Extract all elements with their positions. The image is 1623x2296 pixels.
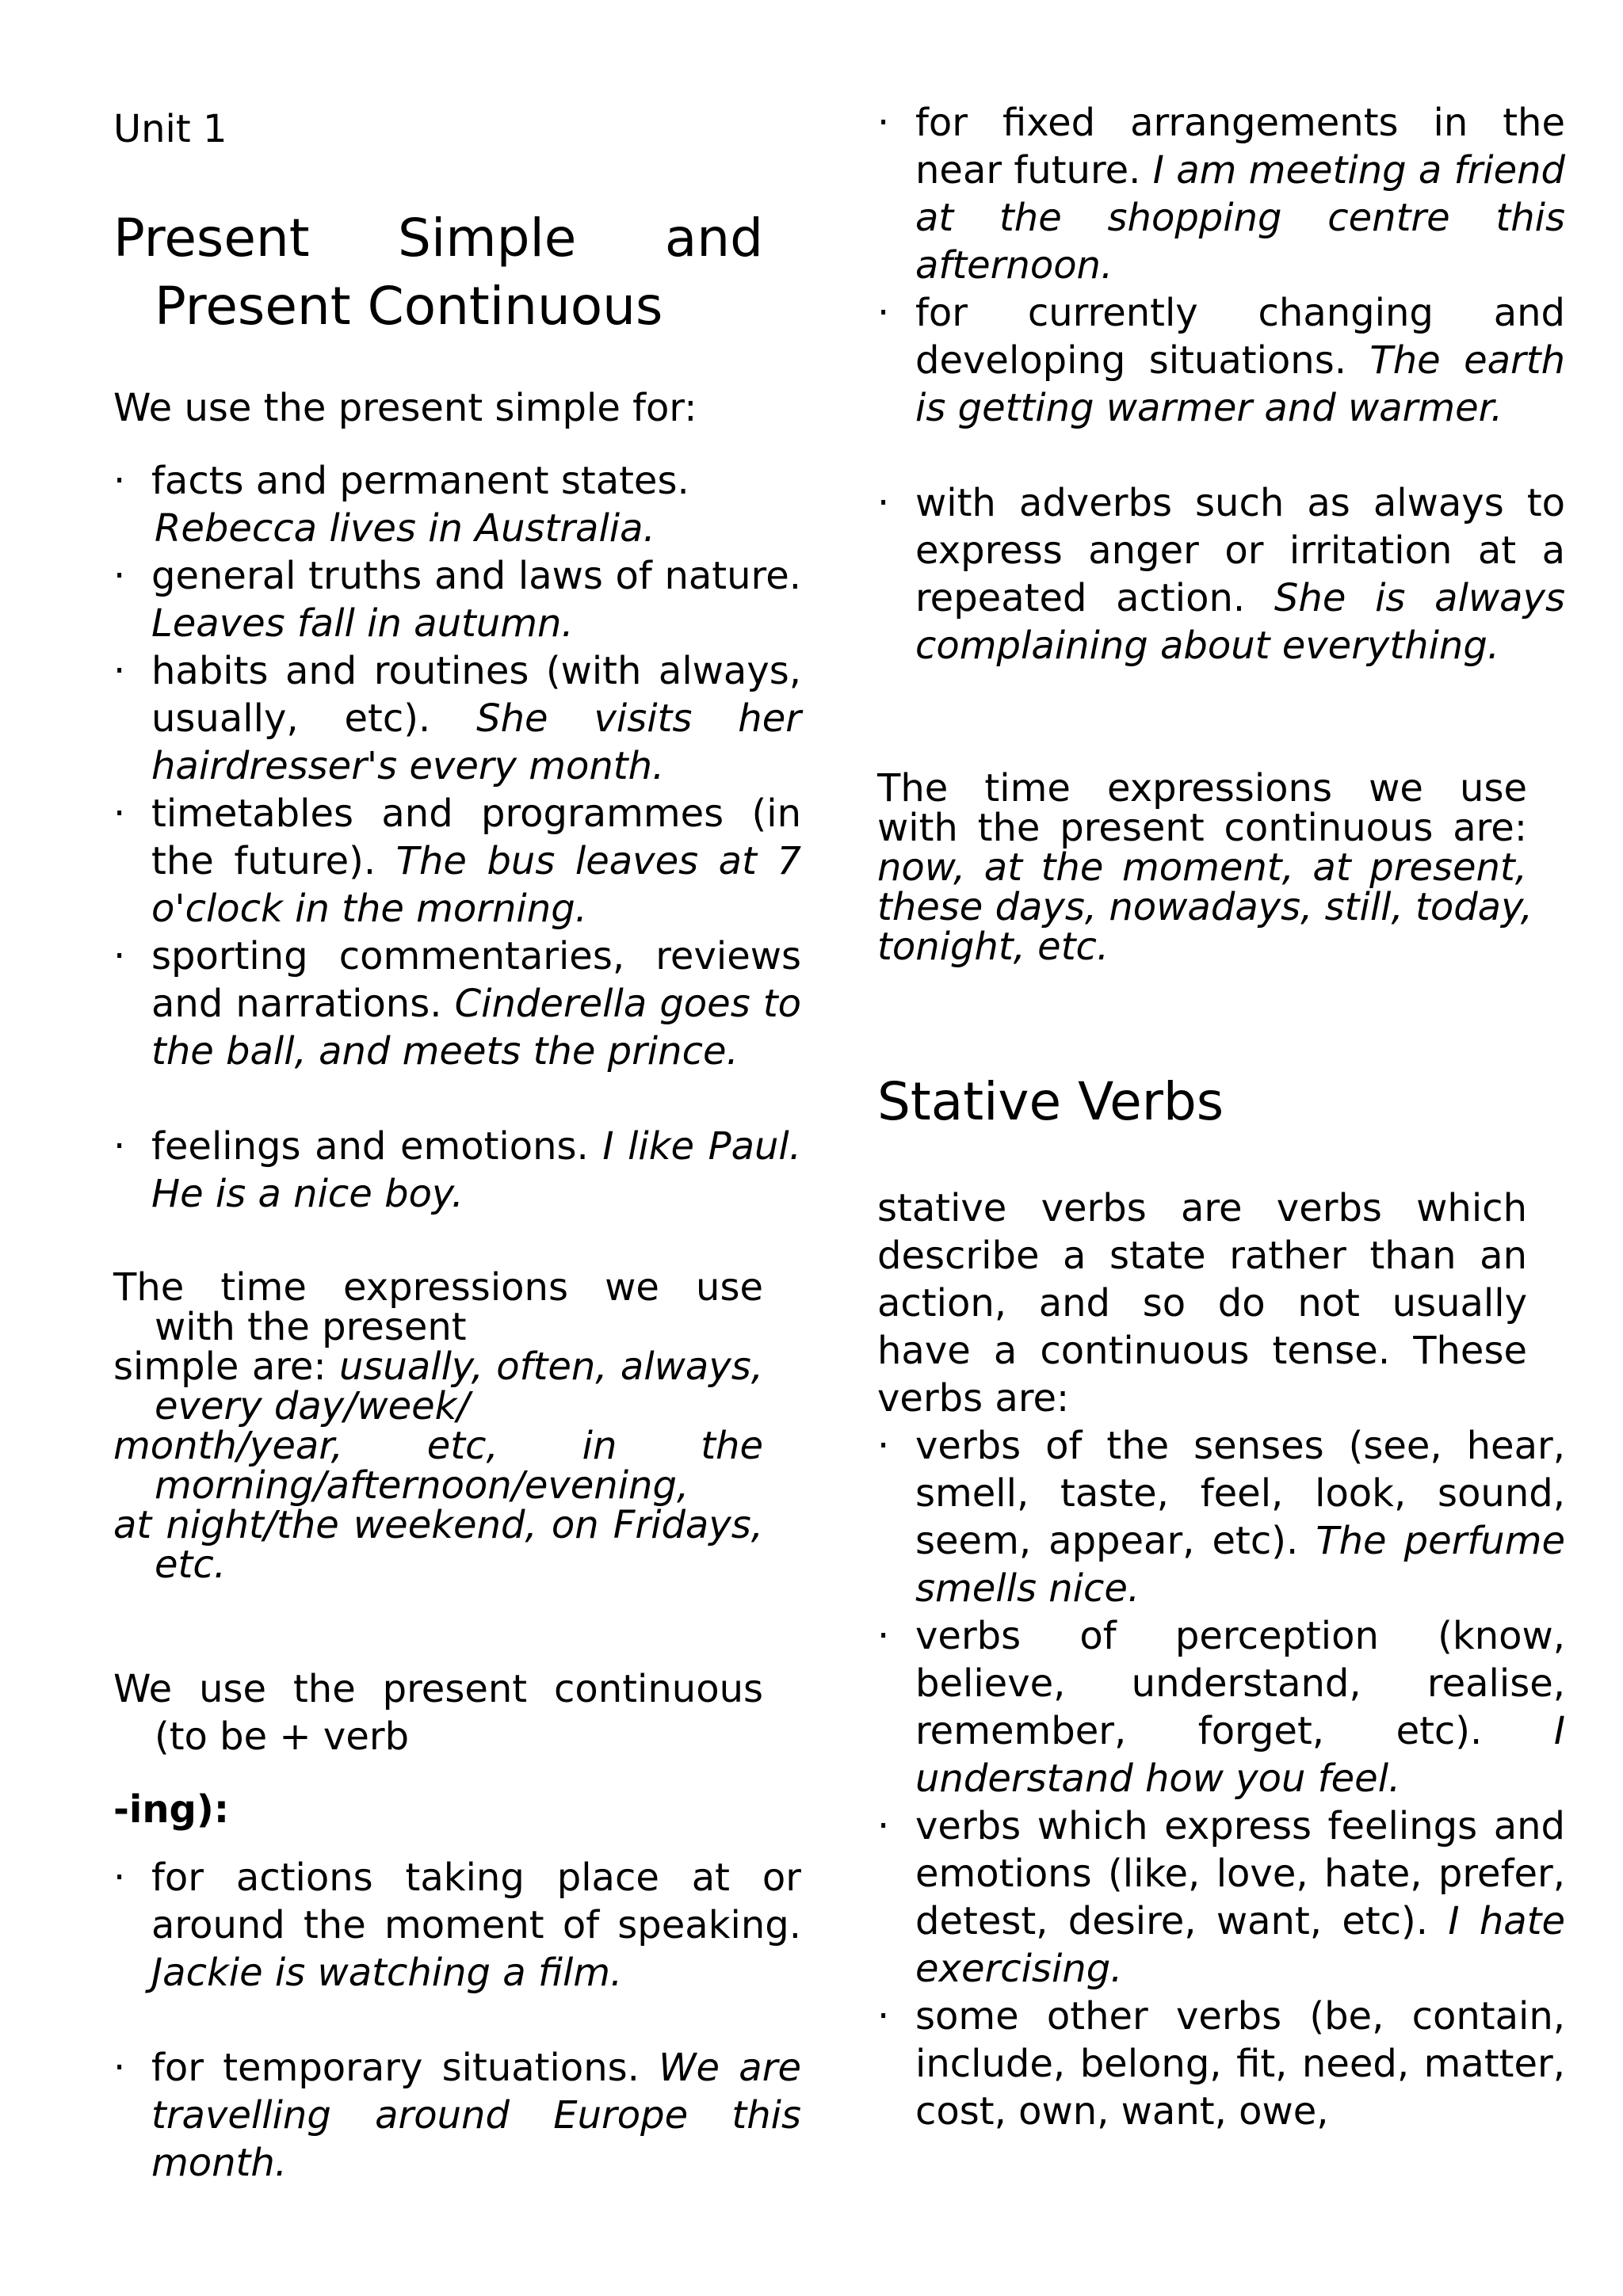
bullet-dot: ·	[113, 934, 126, 978]
text-line: (to be + verb	[155, 1714, 410, 1759]
text-line: The time expressions we use	[113, 1265, 763, 1310]
present-simple-intro: We use the present simple for:	[113, 386, 697, 430]
bullet-text: general truths and laws of nature.	[151, 554, 801, 598]
bullet-example: Jackie is watching a film.	[151, 1951, 623, 1995]
time-expression: usually, often, always,	[338, 1344, 763, 1389]
bullet-dot: ·	[877, 1804, 890, 1848]
time-expression: now, at the moment, at present,	[877, 845, 1527, 890]
title-word: Present	[113, 208, 310, 269]
bullet-example: Rebecca lives in Australia.	[155, 506, 655, 551]
bullet-example: We are travelling around Europe this month.	[151, 2046, 801, 2185]
bullet-text: feelings and emotions.	[151, 1124, 589, 1169]
bullet-example: Cinderella goes to the ball, and meets the prince.	[151, 982, 801, 1074]
bullet-text: for currently changing and developing situations.	[915, 291, 1565, 383]
bullet-example: The perfume smells nice.	[915, 1519, 1565, 1611]
bullet-example: She is always complaining about everything.	[915, 576, 1565, 668]
text-line: with the present continuous are:	[877, 806, 1527, 850]
list-item	[113, 457, 763, 552]
bullet-text: some other verbs (be, contain, include, belong, fit, need, matter, cost, own, want, owe,	[915, 1994, 1565, 2134]
bullet-dot: ·	[113, 2046, 126, 2090]
bullet-text: sporting commentaries, reviews and narrations.	[151, 934, 801, 1026]
list-item	[113, 647, 801, 790]
page-title	[113, 204, 763, 341]
bullet-example: She visits her hairdresser's every month.	[151, 696, 801, 788]
bullet-example: I like Paul. He is a nice boy.	[151, 1124, 802, 1216]
section-title-stative-verbs: Stative Verbs	[877, 1071, 1224, 1132]
bullet-dot: ·	[113, 1855, 126, 1900]
list-item	[113, 1854, 801, 1997]
bullet-text: for actions taking place at or around the moment of speaking.	[151, 1855, 801, 1947]
bullet-text: verbs which express feelings and emotions (like, love, hate, prefer, detest, desire, want, etc).	[915, 1804, 1565, 1943]
list-item	[877, 1612, 1565, 1802]
bullet-dot: ·	[877, 291, 890, 335]
list-item	[877, 1993, 1565, 2135]
bullet-dot: ·	[113, 459, 126, 503]
present-simple-time-expressions	[113, 1265, 763, 1587]
bullet-text: verbs of the senses (see, hear, smell, taste, feel, look, sound, seem, appear, etc).	[915, 1424, 1565, 1563]
time-expression: morning/afternoon/evening,	[155, 1463, 689, 1508]
bullet-dot: ·	[877, 101, 890, 145]
time-expression: tonight, etc.	[877, 925, 1109, 969]
bullet-dot: ·	[877, 1614, 890, 1658]
list-item	[113, 933, 801, 1075]
list-item	[877, 289, 1565, 432]
bullet-text: timetables and programmes (in the future).	[151, 791, 801, 883]
title-word: Simple	[398, 208, 577, 269]
bullet-dot: ·	[877, 481, 890, 525]
time-expression: these days, nowadays, still, today,	[877, 885, 1533, 929]
list-item	[877, 99, 1566, 289]
bullet-example: The bus leaves at 7 o'clock in the morning.	[151, 839, 801, 931]
bullet-dot: ·	[113, 1124, 126, 1169]
list-item	[113, 790, 801, 933]
bullet-text: with adverbs such as always to express anger or irritation at a repeated action.	[915, 481, 1565, 620]
list-item	[113, 1123, 802, 1218]
bullet-dot: ·	[877, 1424, 890, 1468]
text-line: with the present	[155, 1305, 467, 1349]
bullet-text: facts and permanent states.	[151, 459, 689, 503]
time-expression: month/year, etc, in the	[113, 1424, 763, 1468]
bullet-dot: ·	[113, 649, 126, 693]
list-item	[877, 1802, 1566, 1993]
present-continuous-time-expressions	[877, 766, 1533, 969]
list-item	[113, 552, 801, 647]
stative-intro: stative verbs are verbs which describe a state rather than an action, and so do not usually have a continuous tense. These verbs are:	[877, 1186, 1527, 1421]
text-line: -ing):	[113, 1787, 230, 1832]
bullet-text: habits and routines (with always, usually, etc).	[151, 649, 801, 741]
unit-label: Unit 1	[113, 107, 227, 151]
bullet-example: I hate exercising.	[915, 1899, 1566, 1991]
bullet-text: for temporary situations.	[151, 2046, 640, 2090]
bullet-example: The earth is getting warmer and warmer.	[915, 338, 1565, 430]
time-expression: every day/week/	[155, 1384, 470, 1428]
bullet-example: I am meeting a friend at the shopping centre this afternoon.	[915, 148, 1566, 288]
list-item	[113, 2044, 801, 2187]
bullet-example: I understand how you feel.	[915, 1709, 1565, 1801]
bullet-text: for fixed arrangements in the near future.	[915, 101, 1565, 193]
text-line: simple are:	[113, 1344, 339, 1389]
list-item	[877, 479, 1565, 669]
bullet-example: Leaves fall in autumn.	[151, 601, 574, 646]
list-item	[877, 1422, 1565, 1612]
present-continuous-intro	[113, 1665, 763, 1833]
bullet-dot: ·	[113, 791, 126, 836]
bullet-dot: ·	[113, 554, 126, 598]
title-word: and	[664, 208, 763, 269]
text-line: We use the present continuous	[113, 1667, 763, 1711]
bullet-text: verbs of perception (know, believe, understand, realise, remember, forget, etc).	[915, 1614, 1565, 1753]
title-line-2: Present Continuous	[155, 276, 663, 337]
time-expression: etc.	[155, 1543, 226, 1587]
time-expression: at night/the weekend, on Fridays,	[113, 1503, 763, 1547]
text-line: The time expressions we use	[877, 766, 1527, 810]
bullet-dot: ·	[877, 1994, 890, 2039]
